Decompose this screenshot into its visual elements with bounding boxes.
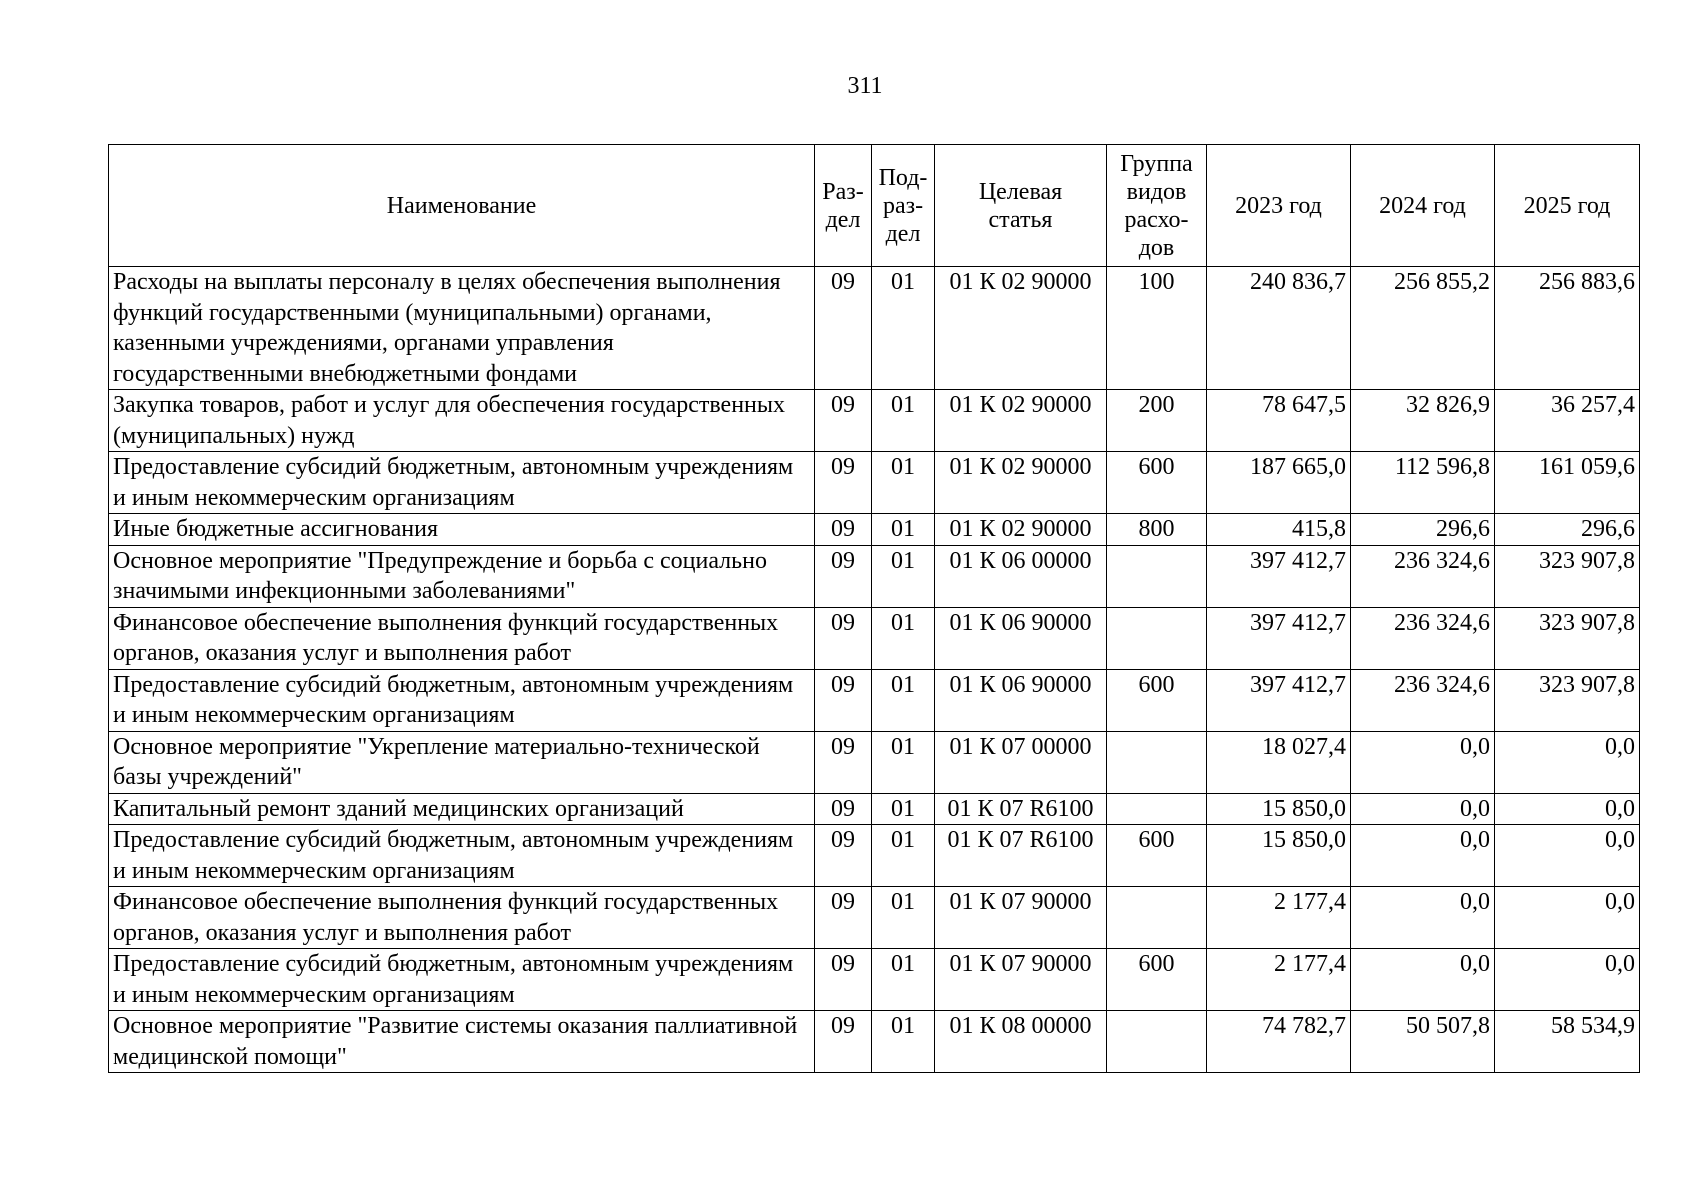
cell-2024: 0,0	[1351, 731, 1495, 793]
cell-tselevaya-statya: 01 К 07 90000	[935, 887, 1107, 949]
cell-2024: 236 324,6	[1351, 545, 1495, 607]
cell-2023: 2 177,4	[1207, 887, 1351, 949]
cell-name: Финансовое обеспечение выполнения функций государственных органов, оказания услуг и выполнения работ	[109, 887, 815, 949]
cell-2025: 36 257,4	[1495, 390, 1640, 452]
cell-name: Финансовое обеспечение выполнения функций государственных органов, оказания услуг и выполнения работ	[109, 607, 815, 669]
cell-podrazdel: 01	[872, 793, 935, 825]
cell-name: Предоставление субсидий бюджетным, автономным учреждениям и иным некоммерческим организациям	[109, 452, 815, 514]
table-row	[109, 1011, 1640, 1073]
header-razdel: Раз- дел	[815, 145, 872, 267]
table-row	[109, 267, 1640, 390]
table-row	[109, 887, 1640, 949]
cell-2023: 240 836,7	[1207, 267, 1351, 390]
cell-2023: 74 782,7	[1207, 1011, 1351, 1073]
cell-name: Закупка товаров, работ и услуг для обеспечения государственных (муниципальных) нужд	[109, 390, 815, 452]
cell-name: Основное мероприятие "Развитие системы оказания паллиативной медицинской помощи"	[109, 1011, 815, 1073]
cell-2024: 0,0	[1351, 825, 1495, 887]
cell-2023: 187 665,0	[1207, 452, 1351, 514]
cell-razdel: 09	[815, 793, 872, 825]
table-row	[109, 390, 1640, 452]
cell-2023: 18 027,4	[1207, 731, 1351, 793]
cell-razdel: 09	[815, 452, 872, 514]
cell-2024: 0,0	[1351, 793, 1495, 825]
cell-2025: 323 907,8	[1495, 669, 1640, 731]
cell-podrazdel: 01	[872, 887, 935, 949]
cell-gruppa: 600	[1107, 949, 1207, 1011]
cell-2024: 236 324,6	[1351, 607, 1495, 669]
cell-2025: 0,0	[1495, 731, 1640, 793]
cell-gruppa: 600	[1107, 825, 1207, 887]
cell-name: Капитальный ремонт зданий медицинских организаций	[109, 793, 815, 825]
cell-2023: 415,8	[1207, 514, 1351, 546]
cell-name: Иные бюджетные ассигнования	[109, 514, 815, 546]
cell-name: Основное мероприятие "Предупреждение и борьба с социально значимыми инфекционными заболеваниями"	[109, 545, 815, 607]
cell-gruppa	[1107, 607, 1207, 669]
cell-2024: 0,0	[1351, 949, 1495, 1011]
cell-gruppa	[1107, 731, 1207, 793]
header-tselevaya-statya: Целевая статья	[935, 145, 1107, 267]
cell-2023: 397 412,7	[1207, 669, 1351, 731]
cell-podrazdel: 01	[872, 949, 935, 1011]
cell-podrazdel: 01	[872, 607, 935, 669]
cell-razdel: 09	[815, 514, 872, 546]
header-name: Наименование	[109, 145, 815, 267]
cell-name: Предоставление субсидий бюджетным, автономным учреждениям и иным некоммерческим организациям	[109, 825, 815, 887]
cell-gruppa	[1107, 545, 1207, 607]
cell-tselevaya-statya: 01 К 02 90000	[935, 514, 1107, 546]
cell-podrazdel: 01	[872, 545, 935, 607]
cell-2023: 397 412,7	[1207, 545, 1351, 607]
cell-razdel: 09	[815, 390, 872, 452]
cell-tselevaya-statya: 01 К 07 R6100	[935, 793, 1107, 825]
cell-tselevaya-statya: 01 К 08 00000	[935, 1011, 1107, 1073]
cell-razdel: 09	[815, 267, 872, 390]
cell-name: Предоставление субсидий бюджетным, автономным учреждениям и иным некоммерческим организациям	[109, 949, 815, 1011]
cell-2025: 161 059,6	[1495, 452, 1640, 514]
table-row	[109, 949, 1640, 1011]
table-row	[109, 514, 1640, 546]
cell-name: Расходы на выплаты персоналу в целях обеспечения выполнения функций государственными (муниципальными) органами, казенными учреждениями, органами управления государственными внебюджетными фондами	[109, 267, 815, 390]
cell-2024: 112 596,8	[1351, 452, 1495, 514]
cell-gruppa: 600	[1107, 452, 1207, 514]
cell-2024: 32 826,9	[1351, 390, 1495, 452]
header-gruppa-vidov-rashodov: Группа видов расхо- дов	[1107, 145, 1207, 267]
cell-name: Основное мероприятие "Укрепление материально-технической базы учреждений"	[109, 731, 815, 793]
cell-tselevaya-statya: 01 К 06 90000	[935, 669, 1107, 731]
cell-2025: 0,0	[1495, 949, 1640, 1011]
cell-razdel: 09	[815, 887, 872, 949]
cell-podrazdel: 01	[872, 825, 935, 887]
cell-razdel: 09	[815, 731, 872, 793]
cell-razdel: 09	[815, 545, 872, 607]
cell-2025: 0,0	[1495, 887, 1640, 949]
cell-2024: 0,0	[1351, 887, 1495, 949]
cell-2023: 2 177,4	[1207, 949, 1351, 1011]
header-2024: 2024 год	[1351, 145, 1495, 267]
cell-gruppa	[1107, 887, 1207, 949]
cell-2024: 236 324,6	[1351, 669, 1495, 731]
table-row	[109, 731, 1640, 793]
cell-razdel: 09	[815, 1011, 872, 1073]
table-row	[109, 452, 1640, 514]
cell-tselevaya-statya: 01 К 02 90000	[935, 390, 1107, 452]
cell-razdel: 09	[815, 669, 872, 731]
cell-podrazdel: 01	[872, 731, 935, 793]
cell-podrazdel: 01	[872, 452, 935, 514]
header-2025: 2025 год	[1495, 145, 1640, 267]
cell-2024: 50 507,8	[1351, 1011, 1495, 1073]
cell-tselevaya-statya: 01 К 06 90000	[935, 607, 1107, 669]
cell-razdel: 09	[815, 825, 872, 887]
cell-2025: 323 907,8	[1495, 607, 1640, 669]
page-number: 311	[847, 73, 883, 99]
cell-podrazdel: 01	[872, 514, 935, 546]
cell-2023: 397 412,7	[1207, 607, 1351, 669]
table-row	[109, 825, 1640, 887]
cell-gruppa: 600	[1107, 669, 1207, 731]
cell-2024: 256 855,2	[1351, 267, 1495, 390]
header-podrazdel: Под- раз- дел	[872, 145, 935, 267]
cell-podrazdel: 01	[872, 390, 935, 452]
cell-gruppa	[1107, 793, 1207, 825]
table-body	[109, 267, 1640, 1073]
cell-2025: 0,0	[1495, 793, 1640, 825]
table-row	[109, 669, 1640, 731]
cell-gruppa	[1107, 1011, 1207, 1073]
cell-tselevaya-statya: 01 К 07 R6100	[935, 825, 1107, 887]
cell-tselevaya-statya: 01 К 07 90000	[935, 949, 1107, 1011]
cell-2024: 296,6	[1351, 514, 1495, 546]
cell-gruppa: 200	[1107, 390, 1207, 452]
cell-podrazdel: 01	[872, 1011, 935, 1073]
cell-2023: 15 850,0	[1207, 825, 1351, 887]
cell-razdel: 09	[815, 607, 872, 669]
table-row	[109, 545, 1640, 607]
cell-tselevaya-statya: 01 К 06 00000	[935, 545, 1107, 607]
cell-2025: 323 907,8	[1495, 545, 1640, 607]
cell-podrazdel: 01	[872, 669, 935, 731]
cell-2025: 58 534,9	[1495, 1011, 1640, 1073]
cell-2025: 296,6	[1495, 514, 1640, 546]
cell-tselevaya-statya: 01 К 02 90000	[935, 452, 1107, 514]
cell-podrazdel: 01	[872, 267, 935, 390]
cell-tselevaya-statya: 01 К 07 00000	[935, 731, 1107, 793]
cell-2023: 15 850,0	[1207, 793, 1351, 825]
table-row	[109, 793, 1640, 825]
cell-gruppa: 100	[1107, 267, 1207, 390]
table-row	[109, 607, 1640, 669]
cell-2025: 256 883,6	[1495, 267, 1640, 390]
cell-razdel: 09	[815, 949, 872, 1011]
table-header-row	[109, 145, 1640, 267]
cell-gruppa: 800	[1107, 514, 1207, 546]
cell-name: Предоставление субсидий бюджетным, автономным учреждениям и иным некоммерческим организациям	[109, 669, 815, 731]
cell-2025: 0,0	[1495, 825, 1640, 887]
header-2023: 2023 год	[1207, 145, 1351, 267]
budget-table	[108, 144, 1640, 1073]
cell-tselevaya-statya: 01 К 02 90000	[935, 267, 1107, 390]
cell-2023: 78 647,5	[1207, 390, 1351, 452]
